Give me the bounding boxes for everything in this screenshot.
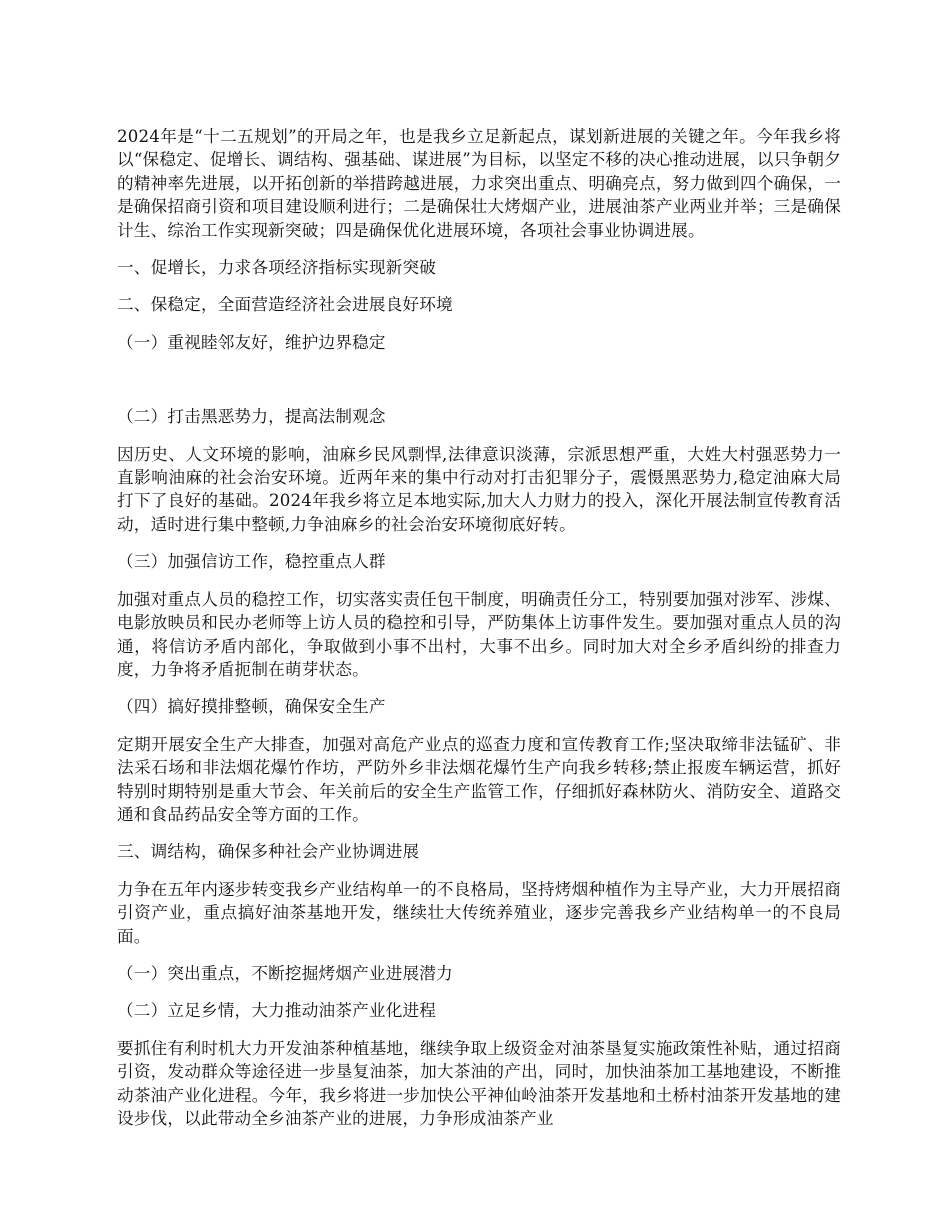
intro-paragraph: 2024年是“十二五规划”的开局之年，也是我乡立足新起点，谋划新进展的关键之年。今年我乡将以“保稳定、促增长、调结构、强基础、谋进展”为目标，以坚定不移的决心推动进展，以只争朝夕的精神率先进展，以开拓创新的举措跨越进展，力求突出重点、明确亮点，努力做到四个确保，一是确保招商引资和项目建设顺利进行；二是确保壮大烤烟产业，进展油茶产业两业并举；三是确保计生、综治工作实现新突破；四是确保优化进展环境，各项社会事业协调进展。 xyxy=(117,127,841,240)
subheading-border-stability: （一）重视睦邻友好，维护边界稳定 xyxy=(117,332,386,352)
subheading-oil-tea: （二）立足乡情，大力推动油茶产业化进程 xyxy=(117,1001,437,1021)
section-heading-stability: 二、保稳定，全面营造经济社会进展良好环境 xyxy=(117,295,453,315)
subheading-safety-production: （四）搞好摸排整顿，确保安全生产 xyxy=(117,697,386,717)
paragraph-crime-crackdown: 因历史、人文环境的影响，油麻乡民风剽悍,法律意识淡薄，宗派思想严重，大姓大村强恶势力一直影响油麻的社会治安环境。近两年来的集中行动对打击犯罪分子，震慑黑恶势力,稳定油麻大局打下了良好的基础。2024年我乡将立足本地实际,加大人力财力的投入，深化开展法制宣传教育活动，适时进行集中整顿,力争油麻乡的社会治安环境彻底好转。 xyxy=(117,444,841,534)
document-page xyxy=(117,125,841,1144)
subheading-tobacco: （一）突出重点，不断挖掘烤烟产业进展潜力 xyxy=(117,963,453,983)
section-heading-structure: 三、调结构，确保多种社会产业协调进展 xyxy=(117,842,420,862)
paragraph-safety-production: 定期开展安全生产大排查，加强对高危产业点的巡查力度和宣传教育工作;坚决取缔非法锰矿、非法采石场和非法烟花爆竹作坊，严防外乡非法烟花爆竹生产向我乡转移;禁止报废车辆运营，抓好特别时期特别是重大节会、年关前后的安全生产监管工作，仔细抓好森林防火、消防安全、道路交通和食品药品安全等方面的工作。 xyxy=(117,734,841,824)
paragraph-oil-tea: 要抓住有利时机大力开发油茶种植基地，继续争取上级资金对油茶垦复实施政策性补贴，通过招商引资，发动群众等途径进一步垦复油茶，加大茶油的产出，同时，加快油茶加工基地建设，不断推动茶油产业化进程。今年，我乡将进一步加快公平神仙岭油茶开发基地和土桥村油茶开发基地的建设步伐，以此带动全乡油茶产业的进展，力争形成油茶产业 xyxy=(117,1038,841,1128)
paragraph-petition-work: 加强对重点人员的稳控工作，切实落实责任包干制度，明确责任分工，特别要加强对涉军、涉煤、电影放映员和民办老师等上访人员的稳控和引导，严防集体上访事件发生。要加强对重点人员的沟通，将信访矛盾内部化，争取做到小事不出村，大事不出乡。同时加大对全乡矛盾纠纷的排查力度，力争将矛盾扼制在萌芽状态。 xyxy=(117,589,841,679)
section-heading-growth: 一、促增长，力求各项经济指标实现新突破 xyxy=(117,258,437,278)
subheading-crime-crackdown: （二）打击黑恶势力，提高法制观念 xyxy=(117,407,386,427)
subheading-petition-work: （三）加强信访工作，稳控重点人群 xyxy=(117,552,386,572)
blank-spacer xyxy=(117,368,841,405)
paragraph-structure: 力争在五年内逐步转变我乡产业结构单一的不良格局，坚持烤烟种植作为主导产业，大力开展招商引资产业，重点搞好油茶基地开发，继续壮大传统养殖业，逐步完善我乡产业结构单一的不良局面。 xyxy=(117,879,841,946)
